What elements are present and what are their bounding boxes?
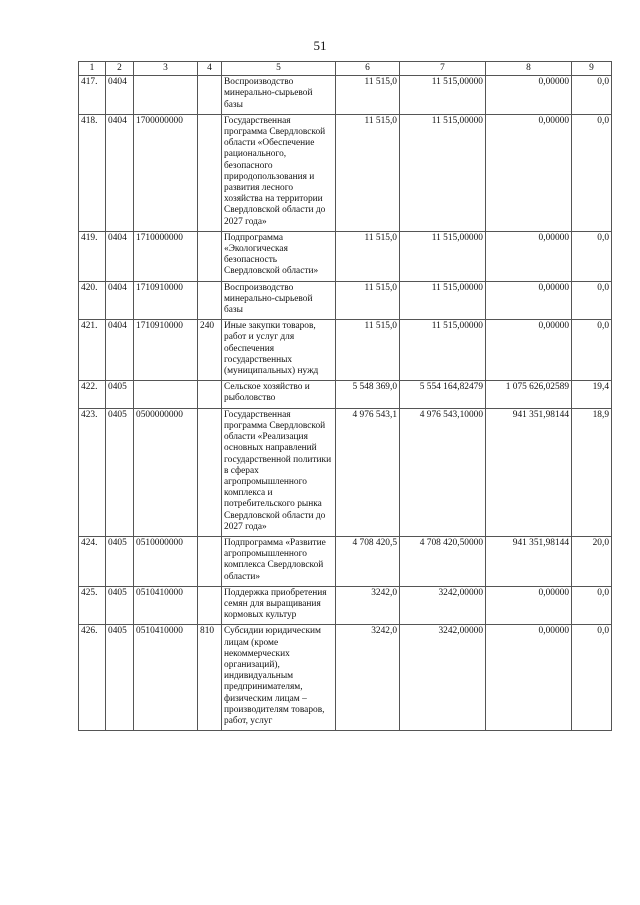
value-col-7: 4 708 420,50000	[400, 536, 486, 586]
percent-col-9: 18,9	[572, 408, 612, 536]
value-col-7: 5 554 164,82479	[400, 381, 486, 408]
section-code: 0404	[106, 320, 134, 381]
percent-col-9: 0,0	[572, 320, 612, 381]
value-col-6: 4 708 420,5	[336, 536, 400, 586]
item-name: Иные закупки товаров, работ и услуг для обеспечения государственных (муниципальных) нужд	[222, 320, 336, 381]
percent-col-9: 0,0	[572, 625, 612, 731]
table-row	[79, 281, 612, 320]
value-col-8: 0,00000	[486, 281, 572, 320]
table-row	[79, 408, 612, 536]
target-article-code: 0510410000	[134, 586, 198, 625]
target-article-code: 0510000000	[134, 536, 198, 586]
column-header: 8	[486, 62, 572, 76]
value-col-8: 941 351,98144	[486, 408, 572, 536]
table-row	[79, 381, 612, 408]
percent-col-9: 19,4	[572, 381, 612, 408]
section-code: 0404	[106, 76, 134, 115]
section-code: 0405	[106, 625, 134, 731]
value-col-6: 3242,0	[336, 586, 400, 625]
section-code: 0404	[106, 114, 134, 231]
item-name: Государственная программа Свердловской области «Реализация основных направлений государственной политики в сферах агропромышленного комплекса и потребительского рынка Свердловской области до 2027 года»	[222, 408, 336, 536]
item-name: Воспроизводство минерально-сырьевой базы	[222, 76, 336, 115]
value-col-8: 1 075 626,02589	[486, 381, 572, 408]
value-col-8: 0,00000	[486, 320, 572, 381]
row-number: 426.	[79, 625, 106, 731]
expense-type-code: 810	[198, 625, 222, 731]
page-number: 51	[313, 38, 327, 53]
section-code: 0405	[106, 586, 134, 625]
value-col-7: 4 976 543,10000	[400, 408, 486, 536]
value-col-6: 11 515,0	[336, 281, 400, 320]
table-row	[79, 320, 612, 381]
section-code: 0404	[106, 281, 134, 320]
row-number: 425.	[79, 586, 106, 625]
target-article-code: 0510410000	[134, 625, 198, 731]
expense-type-code	[198, 586, 222, 625]
table-row	[79, 114, 612, 231]
target-article-code: 1700000000	[134, 114, 198, 231]
expense-type-code	[198, 381, 222, 408]
item-name: Воспроизводство минерально-сырьевой базы	[222, 281, 336, 320]
value-col-7: 11 515,00000	[400, 231, 486, 281]
column-header: 7	[400, 62, 486, 76]
value-col-6: 11 515,0	[336, 76, 400, 115]
value-col-6: 4 976 543,1	[336, 408, 400, 536]
value-col-8: 0,00000	[486, 76, 572, 115]
expense-type-code	[198, 231, 222, 281]
section-code: 0404	[106, 231, 134, 281]
percent-col-9: 0,0	[572, 281, 612, 320]
value-col-6: 11 515,0	[336, 114, 400, 231]
table-row	[79, 536, 612, 586]
expense-type-code	[198, 281, 222, 320]
row-number: 424.	[79, 536, 106, 586]
table-row	[79, 231, 612, 281]
value-col-6: 5 548 369,0	[336, 381, 400, 408]
section-code: 0405	[106, 536, 134, 586]
value-col-6: 3242,0	[336, 625, 400, 731]
row-number: 420.	[79, 281, 106, 320]
table-row	[79, 625, 612, 731]
budget-table	[78, 61, 612, 731]
row-number: 417.	[79, 76, 106, 115]
percent-col-9: 0,0	[572, 114, 612, 231]
section-code: 0405	[106, 381, 134, 408]
target-article-code: 1710910000	[134, 320, 198, 381]
target-article-code: 0500000000	[134, 408, 198, 536]
value-col-7: 11 515,00000	[400, 114, 486, 231]
value-col-8: 0,00000	[486, 586, 572, 625]
item-name: Подпрограмма «Экологическая безопасность Свердловской области»	[222, 231, 336, 281]
expense-type-code	[198, 76, 222, 115]
expense-type-code	[198, 408, 222, 536]
value-col-7: 11 515,00000	[400, 281, 486, 320]
expense-type-code: 240	[198, 320, 222, 381]
row-number: 419.	[79, 231, 106, 281]
expense-type-code	[198, 536, 222, 586]
percent-col-9: 20,0	[572, 536, 612, 586]
column-header: 9	[572, 62, 612, 76]
value-col-6: 11 515,0	[336, 320, 400, 381]
item-name: Поддержка приобретения семян для выращивания кормовых культур	[222, 586, 336, 625]
value-col-8: 0,00000	[486, 114, 572, 231]
column-header: 4	[198, 62, 222, 76]
percent-col-9: 0,0	[572, 586, 612, 625]
value-col-6: 11 515,0	[336, 231, 400, 281]
header-row	[79, 62, 612, 76]
target-article-code	[134, 381, 198, 408]
value-col-8: 0,00000	[486, 231, 572, 281]
value-col-7: 3242,00000	[400, 586, 486, 625]
item-name: Подпрограмма «Развитие агропромышленного комплекса Свердловской области»	[222, 536, 336, 586]
row-number: 423.	[79, 408, 106, 536]
value-col-8: 941 351,98144	[486, 536, 572, 586]
column-header: 2	[106, 62, 134, 76]
column-header: 3	[134, 62, 198, 76]
row-number: 418.	[79, 114, 106, 231]
target-article-code: 1710000000	[134, 231, 198, 281]
item-name: Субсидии юридическим лицам (кроме некоммерческих организаций), индивидуальным предпринимателям, физическим лицам – производителям товаров, работ, услуг	[222, 625, 336, 731]
target-article-code: 1710910000	[134, 281, 198, 320]
table-row	[79, 586, 612, 625]
section-code: 0405	[106, 408, 134, 536]
percent-col-9: 0,0	[572, 231, 612, 281]
item-name: Государственная программа Свердловской области «Обеспечение рационального, безопасного природопользования и развития лесного хозяйства на территории Свердловской области до 2027 года»	[222, 114, 336, 231]
row-number: 421.	[79, 320, 106, 381]
column-header: 5	[222, 62, 336, 76]
table-row	[79, 76, 612, 115]
value-col-7: 3242,00000	[400, 625, 486, 731]
column-header: 6	[336, 62, 400, 76]
value-col-7: 11 515,00000	[400, 320, 486, 381]
item-name: Сельское хозяйство и рыболовство	[222, 381, 336, 408]
percent-col-9: 0,0	[572, 76, 612, 115]
target-article-code	[134, 76, 198, 115]
value-col-8: 0,00000	[486, 625, 572, 731]
column-header: 1	[79, 62, 106, 76]
value-col-7: 11 515,00000	[400, 76, 486, 115]
row-number: 422.	[79, 381, 106, 408]
expense-type-code	[198, 114, 222, 231]
